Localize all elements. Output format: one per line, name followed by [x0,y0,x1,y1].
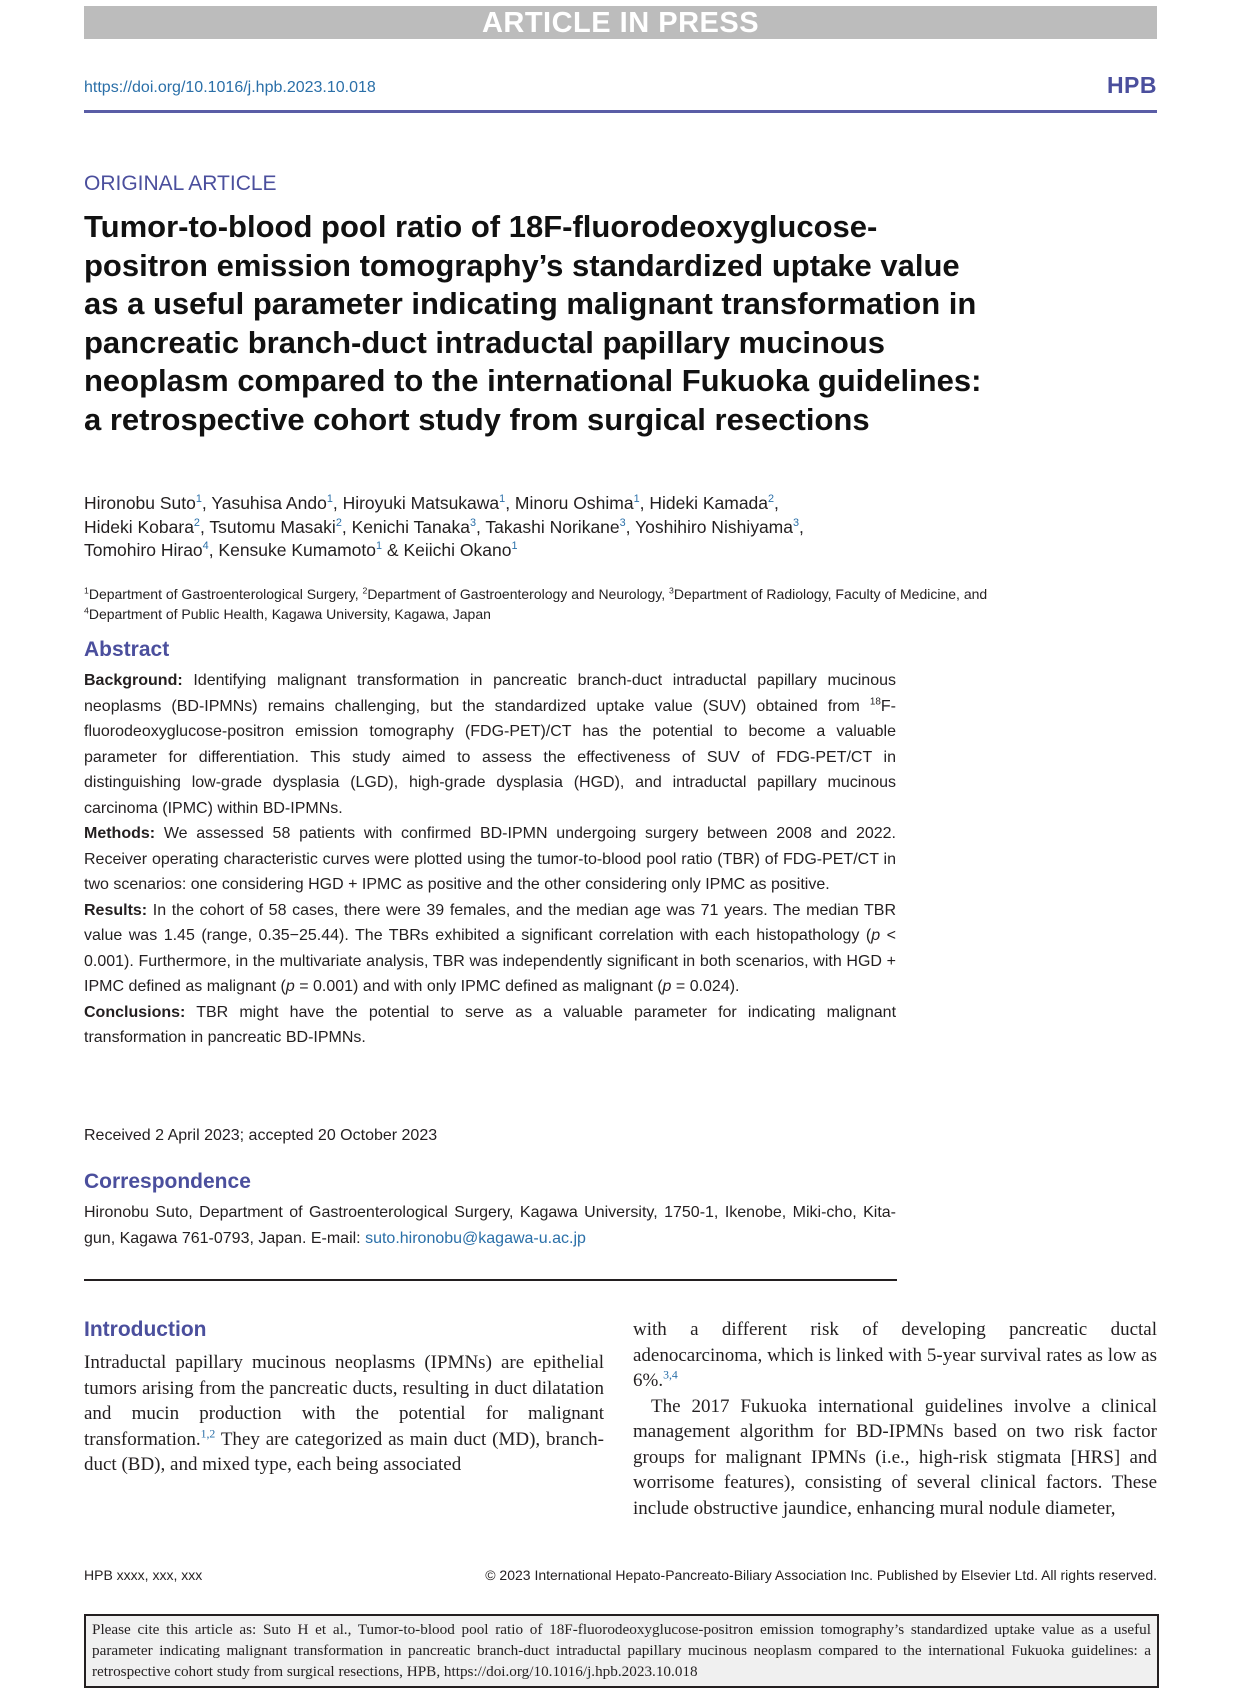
abstract-conclusions: Conclusions: TBR might have the potential to serve as a valuable parameter for indicating malignant transformation in pancreatic BD-IPMNs. [84,1003,897,1046]
methods-label: Methods: [84,825,156,842]
author-name: Yasuhisa Ando [211,493,327,513]
affiliations: $^1$Department of Gastroenterological Surgery, $^2$Department of Gastroenterology and Neurology, $^3$Department of Radiology, Faculty of Medicine, and $^4$Department of Public Health, Kagawa University, Kagawa, Japan [84,585,988,622]
author-affiliation-marker[interactable]: 3 [469,516,476,529]
footer-copyright: © 2023 International Hepato-Pancreato-Biliary Association Inc. Published by Elsevier Ltd. All rights reserved. [485,1567,1157,1583]
abstract-body [84,668,896,1051]
author-name: Kenichi Tanaka [351,516,470,537]
author-affiliation-marker[interactable]: 2 [193,516,200,529]
intro-paragraph-1-part-3: with a different risk of developing pancreatic ductal adenocarcinoma, which is linked with 5-year survival rates as low as 6%. [633,1319,1157,1391]
intro-paragraph-2: The 2017 Fukuoka international guidelines involve a clinical management algorithm for BD-IPMNs based on two risk factor groups for malignant IPMNs (i.e., high-risk stigmata [HRS] and worrisome features), consisting of several clinical factors. These include obstructive jaundice, enhancing mural nodule diameter, [633,1395,1157,1519]
author-name: Hideki Kamada [649,493,769,513]
conclusions-label: Conclusions: [84,1003,186,1021]
section-divider [84,1279,897,1281]
introduction-heading: Introduction [84,1318,207,1341]
background-label: Background: [84,672,183,689]
doi-link[interactable]: https://doi.org/10.1016/j.hpb.2023.10.018 [84,79,376,96]
author-affiliation-marker[interactable]: 1 [511,540,518,553]
received-dates: Received 2 April 2023; accepted 20 October 2023 [84,1127,438,1144]
affiliation-3: Department of Radiology, Faculty of Medicine, and [673,586,988,602]
article-type-label: ORIGINAL ARTICLE [84,172,277,195]
author-affiliation-marker[interactable]: 2 [768,493,775,506]
citation-box: Please cite this article as: Suto H et al., Tumor-to-blood pool ratio of 18F-fluorodeoxyglucose-positron emission tomography’s standardized uptake value as a useful parameter indicating malignant transformation in pancreatic branch-duct intraductal papillary mucinous neoplasm compared to the international Fukuoka guidelines: a retrospective cohort study from surgical resections, HPB, https://doi.org/10.1016/j.hpb.2023.10.018 [84,1614,1159,1688]
affiliation-1: Department of Gastroenterological Surgery, [88,586,363,602]
abstract-methods: Methods: We assessed 58 patients with confirmed BD-IPMN undergoing surgery between 2008 and 2022. Receiver operating characteristic curves were plotted using the tumor-to-blood pool ratio (TBR) of FDG-PET/CT in two scenarios: one considering HGD + IPMC as positive and the other considering only IPMC as positive. [84,825,896,893]
affiliation-2: Department of Gastroenterology and Neurology, [367,586,669,602]
author-name: Yoshihiro Nishiyama [635,516,793,537]
intro-column-right [633,1317,1157,1521]
affiliation-4: Department of Public Health, Kagawa University, Kagawa, Japan [88,606,491,622]
author-name: Minoru Oshima [514,493,634,513]
author-affiliation-marker[interactable]: 1 [376,540,383,553]
author-affiliation-marker[interactable]: 1 [499,493,506,506]
email-link[interactable]: suto.hironobu@kagawa-u.ac.jp [365,1229,586,1247]
correspondence-heading: Correspondence [84,1170,251,1193]
article-in-press-banner: ARTICLE IN PRESS [84,6,1157,39]
author-affiliation-marker[interactable]: 2 [335,516,342,529]
author-name: Keiichi Okano [403,540,512,560]
results-label: Results: [84,901,148,919]
author-name: Hideki Kobara [84,516,194,537]
intro-paragraph-1-part-1: Intraductal papillary mucinous neoplasms (IPMNs) are epithelial tumors arising from the pancreatic ducts, resulting in duct dilatation and mucin production with the potential for malignant transformation. [84,1352,604,1450]
author-name: Tomohiro Hirao [84,540,203,560]
author-name: Hiroyuki Matsukawa [342,493,500,513]
header-divider [84,110,1157,113]
footer-journal-ref: HPB xxxx, xxx, xxx [84,1567,203,1583]
abstract-results: Results: In the cohort of 58 cases, there were 39 females, and the median age was 71 years. The median TBR value was 1.45 (range, 0.35−25.44). The TBRs exhibited a significant correlation with each histopathology (p < 0.001). Furthermore, in the multivariate analysis, TBR was independently significant in both scenarios, with HGD + IPMC defined as malignant (p = 0.001) and with only IPMC defined as malignant (p = 0.024). [84,901,896,995]
citation-ref[interactable]: 3,4 [663,1368,678,1382]
author-affiliation-marker[interactable]: 4 [202,540,209,553]
author-affiliation-marker[interactable]: 3 [619,516,626,529]
correspondence-text: Hironobu Suto, Department of Gastroenterological Surgery, Kagawa University, 1750-1, Ikenobe, Miki-cho, Kita-gun, Kagawa 761-0793, Japan. E-mail: suto.hironobu@kagawa-u.ac.jp [84,1204,896,1247]
citation-ref[interactable]: 1,2 [200,1427,216,1441]
author-affiliation-marker[interactable]: 1 [195,493,202,506]
journal-logo: HPB [1106,72,1157,98]
author-name: Takashi Norikane [485,516,620,537]
abstract-heading: Abstract [84,638,170,661]
intro-column-left [84,1350,604,1478]
author-affiliation-marker[interactable]: 3 [793,516,800,529]
abstract-background: Background: Identifying malignant transformation in pancreatic branch-duct intraductal papillary mucinous neoplasms (BD-IPMNs) remains challenging, but the standardized uptake value (SUV) obtained from $^{18}$F-fluorodeoxyglucose-positron emission tomography (FDG-PET)/CT has the potential to become a valuable parameter for differentiation. This study aimed to assess the effectiveness of SUV of FDG-PET/CT in distinguishing low-grade dysplasia (LGD), high-grade dysplasia (HGD), and intraductal papillary mucinous carcinoma (IPMC) within BD-IPMNs. [84,672,896,817]
author-name: Tsutomu Masaki [209,516,336,537]
article-title: Tumor-to-blood pool ratio of 18F-fluorodeoxyglucose-positron emission tomography’s standardized uptake value as a useful parameter indicating malignant transformation in pancreatic branch-duct intraductal papillary mucinous neoplasm compared to the international Fukuoka guidelines: a retrospective cohort study from surgical resections [84,209,982,437]
author-name: Hironobu Suto [84,493,196,513]
author-name: Kensuke Kumamoto [218,540,377,560]
author-affiliation-marker[interactable]: 1 [633,493,640,506]
author-affiliation-marker[interactable]: 1 [326,493,333,506]
intro-paragraph-1-part-2: They are categorized as main duct (MD), branch-duct (BD), and mixed type, each being associated [84,1428,604,1475]
author-list: Hironobu Suto$^1$, Yasuhisa Ando$^1$, Hiroyuki Matsukawa$^1$, Minoru Oshima$^1$, Hideki Kamada$^2$, Hideki Kobara$^2$, Tsutomu Masaki$^2$, Kenichi Tanaka$^3$, Takashi Norikane$^3$, Yoshihiro Nishiyama$^3$, Tomohiro Hirao$^4$, Kensuke Kumamoto$^1$ & Keiichi Okano$^1$ [84,493,804,560]
